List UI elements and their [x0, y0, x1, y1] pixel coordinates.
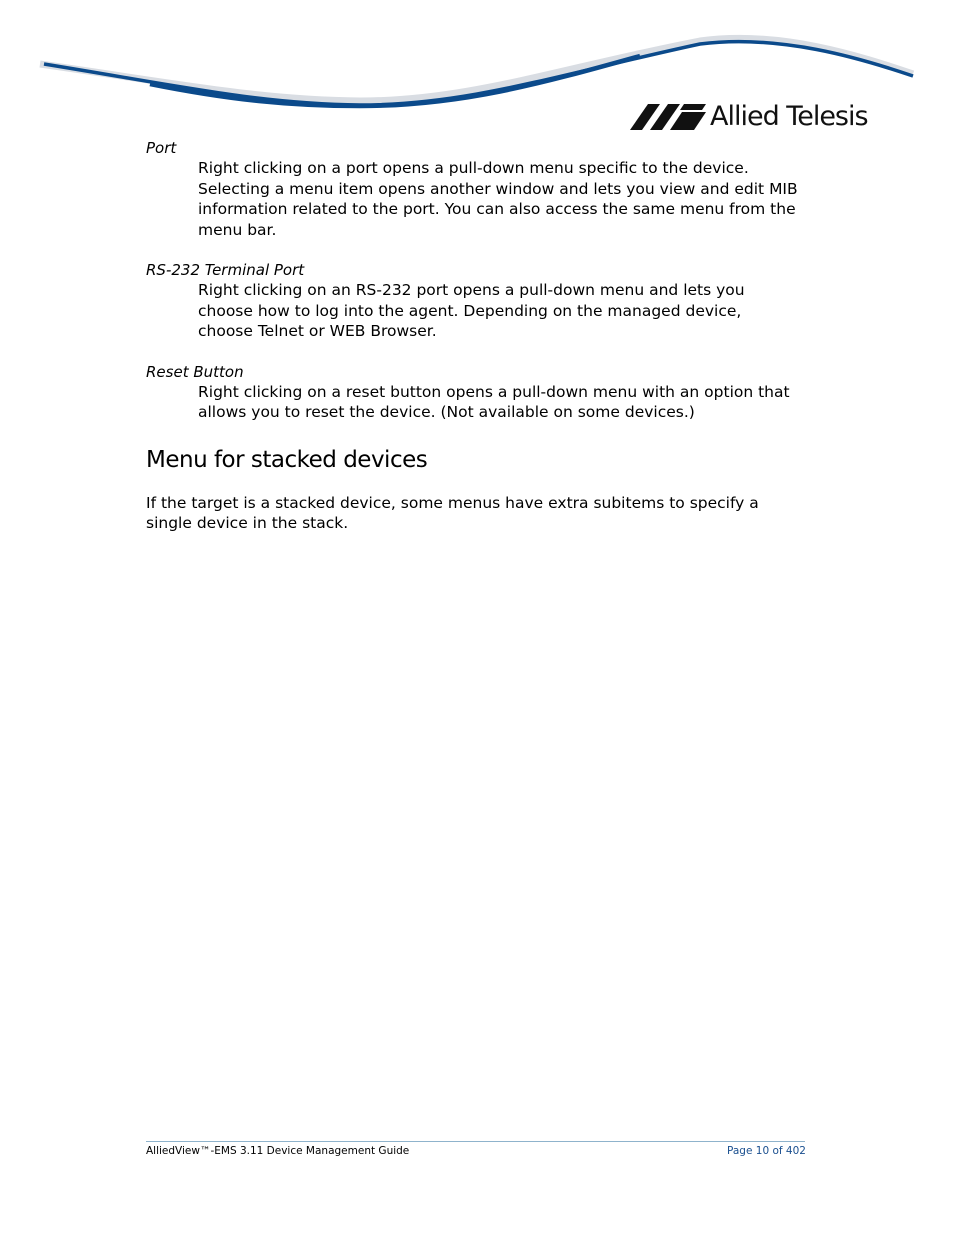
logo-wordmark: Allied Telesis [710, 101, 868, 132]
entry-description: Right clicking on a reset button opens a pull-down menu with an option that allows you to reset the device. (Not available on some devices.) [198, 382, 790, 421]
definition-entry-reset-button [146, 362, 806, 423]
page-content [146, 138, 806, 534]
definition-entry-rs232 [146, 260, 806, 342]
section-body-text: If the target is a stacked device, some menus have extra subitems to specify a single device in the stack. [146, 493, 759, 532]
section-heading: Menu for stacked devices [146, 446, 428, 473]
allied-telesis-logo [630, 100, 868, 134]
entry-term: Reset Button [146, 362, 244, 381]
entry-description: Right clicking on an RS-232 port opens a pull-down menu and lets you choose how to log into the agent. Depending on the managed device, choose Telnet or WEB Browser. [198, 281, 745, 340]
footer-divider [146, 1141, 805, 1142]
footer-page-number: Page 10 of 402 [727, 1145, 806, 1157]
entry-description: Right clicking on a port opens a pull-down menu specific to the device. Selecting a menu item opens another window and lets you view and edit MIB information related to the port. You can also access the same menu from the menu bar. [198, 159, 798, 239]
definition-entry-port [146, 138, 806, 240]
entry-term: RS-232 Terminal Port [146, 261, 305, 279]
footer-document-title: AlliedView™-EMS 3.11 Device Management Guide [146, 1145, 410, 1157]
logo-mark-icon [630, 102, 706, 132]
entry-term: Port [146, 139, 177, 157]
